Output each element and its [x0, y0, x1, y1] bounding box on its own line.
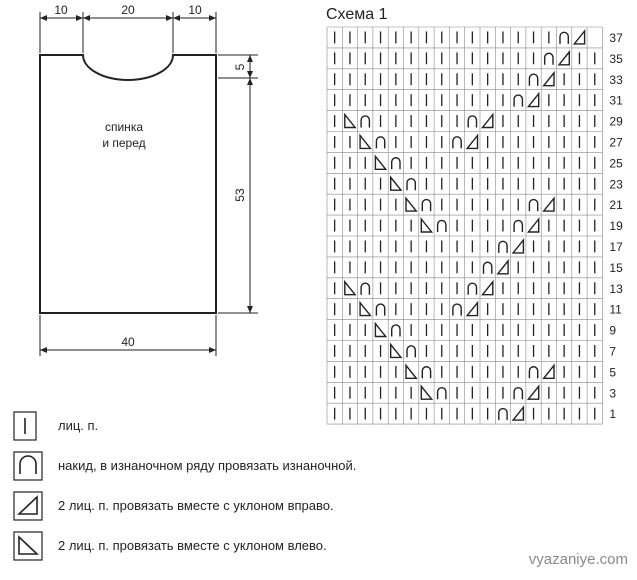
- row-number: 31: [609, 93, 623, 108]
- row-number: 1: [609, 407, 617, 422]
- yarn-over-icon: [453, 137, 461, 149]
- k2tog-right-icon: [483, 115, 493, 128]
- legend-item-yarnover: [14, 452, 356, 480]
- yarn-over-icon: [529, 74, 537, 86]
- watermark: vyazaniye.com: [528, 551, 628, 568]
- yarn-over-icon: [392, 325, 400, 337]
- garment-outline: [40, 55, 216, 313]
- k2tog-right-icon: [559, 52, 569, 65]
- garment-schematic: [40, 12, 258, 356]
- yarn-over-icon: [499, 409, 507, 421]
- k2tog-right-icon: [513, 240, 523, 253]
- k2tog-left-icon: [345, 282, 355, 295]
- k2tog-right-icon: [483, 282, 493, 295]
- dim-neck-width: 20: [121, 3, 135, 17]
- k2tog-right-icon: [498, 261, 508, 274]
- k2tog-left-icon: [360, 303, 370, 316]
- yarn-over-icon: [499, 241, 507, 253]
- yarn-over-icon: [376, 137, 384, 149]
- yarn-over-icon: [20, 456, 36, 474]
- k2tog-right-icon: [544, 198, 554, 211]
- piece-label-line2: и перед: [102, 136, 146, 150]
- yarn-over-icon: [514, 388, 522, 400]
- k2tog-left-icon: [421, 219, 431, 232]
- dim-shoulder-left: 10: [54, 3, 68, 17]
- legend-text-knit: лиц. п.: [58, 418, 99, 433]
- piece-label-line1: спинка: [104, 120, 144, 134]
- k2tog-right-icon: [19, 497, 37, 514]
- row-number: 37: [609, 30, 623, 45]
- yarn-over-icon: [468, 116, 476, 128]
- row-number: 21: [609, 198, 623, 213]
- yarn-over-icon: [514, 220, 522, 232]
- k2tog-left-icon: [406, 365, 416, 378]
- k2tog-left-icon: [421, 386, 431, 399]
- row-number: 7: [609, 344, 617, 359]
- k2tog-right-icon: [574, 31, 584, 44]
- k2tog-right-icon: [467, 136, 477, 149]
- yarn-over-icon: [438, 388, 446, 400]
- k2tog-right-icon: [528, 219, 538, 232]
- dim-neck-depth: 5: [233, 63, 247, 71]
- row-number: 19: [609, 219, 623, 234]
- yarn-over-icon: [392, 158, 400, 170]
- k2tog-right-icon: [513, 407, 523, 420]
- yarn-over-icon: [361, 283, 369, 295]
- k2tog-left-icon: [375, 324, 385, 337]
- yarn-over-icon: [453, 304, 461, 316]
- legend-item-k2tog-left: [14, 532, 327, 560]
- yarn-over-icon: [545, 53, 553, 65]
- yarn-over-icon: [560, 32, 568, 44]
- row-number: 5: [609, 365, 617, 380]
- k2tog-left-icon: [391, 177, 401, 190]
- stitch-chart: [327, 27, 623, 424]
- yarn-over-icon: [376, 304, 384, 316]
- legend-item-knit: [14, 412, 98, 440]
- yarn-over-icon: [529, 200, 537, 212]
- yarn-over-icon: [422, 200, 430, 212]
- k2tog-left-icon: [406, 198, 416, 211]
- k2tog-right-icon: [528, 94, 538, 107]
- yarn-over-icon: [407, 179, 415, 191]
- yarn-over-icon: [407, 346, 415, 358]
- row-number: 9: [609, 323, 617, 338]
- row-number: 23: [609, 177, 623, 192]
- row-number: 25: [609, 156, 623, 171]
- row-number: 15: [609, 260, 623, 275]
- row-number: 27: [609, 135, 623, 150]
- row-number: 3: [609, 386, 617, 401]
- row-number: 13: [609, 281, 623, 296]
- yarn-over-icon: [468, 283, 476, 295]
- k2tog-left-icon: [375, 156, 385, 169]
- row-number: 11: [609, 302, 622, 317]
- yarn-over-icon: [484, 262, 492, 274]
- dim-width: 40: [121, 335, 135, 349]
- k2tog-right-icon: [467, 303, 477, 316]
- chart-title: Схема 1: [326, 6, 388, 23]
- yarn-over-icon: [514, 95, 522, 107]
- yarn-over-icon: [422, 367, 430, 379]
- k2tog-right-icon: [544, 73, 554, 86]
- yarn-over-icon: [438, 220, 446, 232]
- yarn-over-icon: [529, 367, 537, 379]
- legend-text-k2tog-right: 2 лиц. п. провязать вместе с уклоном вправо.: [58, 498, 334, 513]
- k2tog-left-icon: [19, 537, 37, 554]
- legend: [14, 412, 356, 560]
- row-number: 33: [609, 72, 623, 87]
- row-number: 29: [609, 114, 623, 129]
- k2tog-left-icon: [345, 115, 355, 128]
- k2tog-left-icon: [360, 136, 370, 149]
- yarn-over-icon: [361, 116, 369, 128]
- legend-item-k2tog-right: [14, 492, 334, 520]
- dim-shoulder-right: 10: [188, 3, 202, 17]
- legend-text-k2tog-left: 2 лиц. п. провязать вместе с уклоном влево.: [58, 538, 327, 553]
- k2tog-right-icon: [528, 386, 538, 399]
- legend-text-yarnover: накид, в изнаночном ряду провязать изнаночной.: [58, 458, 357, 473]
- row-number: 17: [609, 239, 623, 254]
- k2tog-right-icon: [544, 365, 554, 378]
- dim-height: 53: [233, 188, 247, 202]
- k2tog-left-icon: [391, 345, 401, 358]
- row-number: 35: [609, 51, 623, 66]
